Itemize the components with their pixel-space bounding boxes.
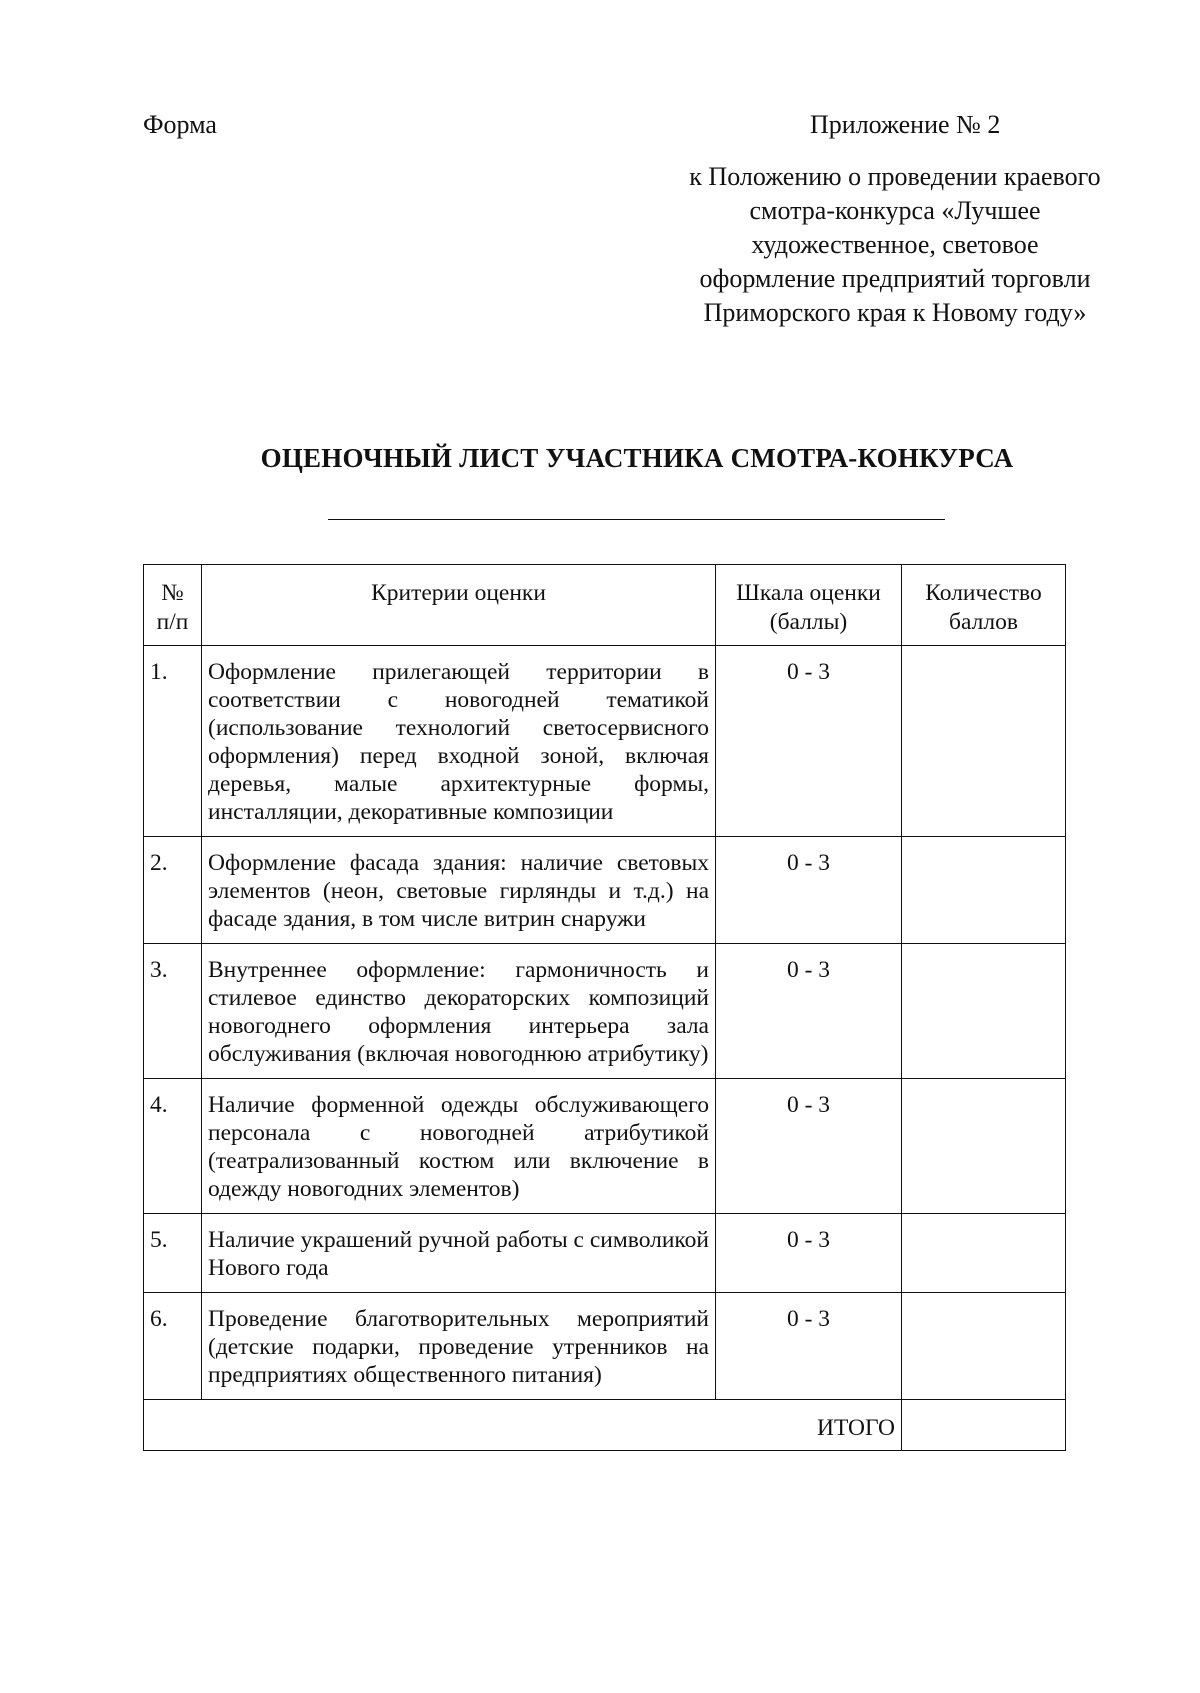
row-scale: 0 - 3 [716, 1214, 902, 1293]
row-number: 6. [144, 1293, 202, 1400]
row-number: 1. [144, 646, 202, 837]
row-criteria: Наличие украшений ручной работы с символикой Нового года [202, 1214, 716, 1293]
row-scale: 0 - 3 [716, 646, 902, 837]
appendix-line: смотра-конкурса «Лучшее [749, 196, 1041, 225]
row-scale: 0 - 3 [716, 1293, 902, 1400]
row-number: 4. [144, 1079, 202, 1214]
row-criteria: Проведение благотворительных мероприятий (детские подарки, проведение утренников на предприятиях общественного питания) [202, 1293, 716, 1400]
row-scale: 0 - 3 [716, 837, 902, 944]
total-row [144, 1400, 1066, 1451]
row-criteria: Оформление фасада здания: наличие световых элементов (неон, световые гирлянды и т.д.) на фасаде здания, в том числе витрин снаружи [202, 837, 716, 944]
appendix-line: Приморского края к Новому году» [703, 298, 1087, 327]
header-points: Количество баллов [902, 565, 1066, 646]
header-number: № п/п [144, 565, 202, 646]
form-label: Форма [143, 110, 217, 139]
evaluation-table [143, 564, 1066, 1451]
table-row [144, 1079, 1066, 1214]
row-criteria: Внутреннее оформление: гармоничность и стилевое единство декораторских композиций новогоднего оформления интерьера зала обслуживания (включая новогоднюю атрибутику) [202, 944, 716, 1079]
row-criteria: Оформление прилегающей территории в соответствии с новогодней тематикой (использование технологий светосервисного оформления) перед входной зоной, включая деревья, малые архитектурные формы, инсталляции, декоративные композиции [202, 646, 716, 837]
total-points-cell[interactable] [902, 1400, 1066, 1451]
appendix-line: к Положению о проведении краевого [689, 162, 1101, 191]
table-row [144, 1293, 1066, 1400]
appendix-line: оформление предприятий торговли [699, 264, 1091, 293]
row-points-cell[interactable] [902, 944, 1066, 1079]
participant-name-line [328, 519, 945, 520]
row-number: 2. [144, 837, 202, 944]
row-criteria: Наличие форменной одежды обслуживающего персонала с новогодней атрибутикой (театрализованный костюм или включение в одежду новогодних элементов) [202, 1079, 716, 1214]
header-criteria: Критерии оценки [202, 565, 716, 646]
table-row [144, 1214, 1066, 1293]
row-points-cell[interactable] [902, 1214, 1066, 1293]
table-row [144, 944, 1066, 1079]
header-scale: Шкала оценки (баллы) [716, 565, 902, 646]
row-points-cell[interactable] [902, 1079, 1066, 1214]
row-scale: 0 - 3 [716, 944, 902, 1079]
row-number: 3. [144, 944, 202, 1079]
row-points-cell[interactable] [902, 837, 1066, 944]
row-number: 5. [144, 1214, 202, 1293]
table-row [144, 646, 1066, 837]
table-header-row [144, 565, 1066, 646]
appendix-reference [660, 160, 1130, 330]
appendix-number: Приложение № 2 [810, 110, 1001, 139]
table-row [144, 837, 1066, 944]
appendix-line: художественное, световое [751, 230, 1039, 259]
document-title: ОЦЕНОЧНЫЙ ЛИСТ УЧАСТНИКА СМОТРА-КОНКУРСА [260, 443, 1014, 473]
row-points-cell[interactable] [902, 646, 1066, 837]
row-points-cell[interactable] [902, 1293, 1066, 1400]
total-label: ИТОГО [144, 1400, 902, 1451]
row-scale: 0 - 3 [716, 1079, 902, 1214]
